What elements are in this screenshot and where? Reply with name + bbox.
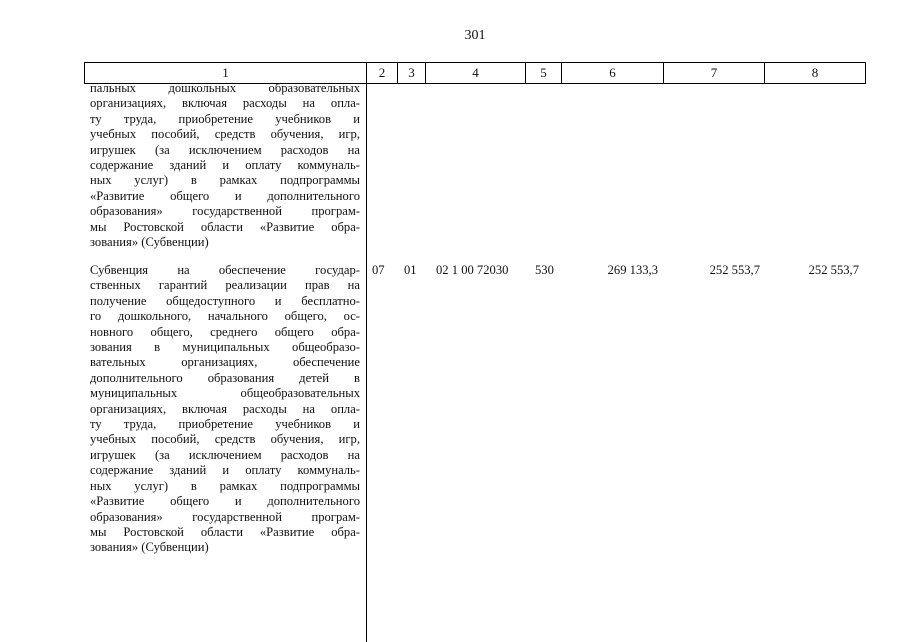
text-line: дополнительного образования детей в xyxy=(90,370,360,385)
text-line: организациях, включая расходы на опла- xyxy=(90,96,360,111)
text-line: Субвенция на обеспечение государ- xyxy=(90,263,360,277)
text-line: мы Ростовской области «Развитие обра- xyxy=(90,524,360,539)
text-line: содержание зданий и оплату коммуналь- xyxy=(90,158,360,173)
amount-col-6: 269 133,3 xyxy=(607,263,658,277)
amount-col-8: 252 553,7 xyxy=(808,263,859,277)
subsection-code: 01 xyxy=(404,263,417,277)
header-col-1: 1 xyxy=(84,62,367,84)
text-line: ту труда, приобретение учебников и xyxy=(90,111,360,126)
row-subvention-description xyxy=(90,263,360,556)
expense-type-code: 530 xyxy=(535,263,554,277)
text-line: зования в муниципальных общеобразо- xyxy=(90,340,360,355)
text-line: учебных пособий, средств обучения, игр, xyxy=(90,127,360,142)
text-line: игрушек (за исключением расходов на xyxy=(90,447,360,462)
text-line: ных услуг) в рамках подпрограммы xyxy=(90,478,360,493)
header-col-4: 4 xyxy=(425,62,526,84)
text-line: новного общего, среднего общего обра- xyxy=(90,324,360,339)
budget-table xyxy=(84,62,866,642)
text-line: получение общедоступного и бесплатно- xyxy=(90,293,360,308)
text-line: вательных организациях, обеспечение xyxy=(90,355,360,370)
text-line: ных услуг) в рамках подпрограммы xyxy=(90,173,360,188)
text-line: образования» государственной програм- xyxy=(90,204,360,219)
header-col-7: 7 xyxy=(663,62,765,84)
text-line: ственных гарантий реализации прав на xyxy=(90,278,360,293)
page-number: 301 xyxy=(464,28,486,43)
header-col-3: 3 xyxy=(397,62,426,84)
text-line: пальных дошкольных образовательных xyxy=(90,81,360,95)
text-line: «Развитие общего и дополнительного xyxy=(90,494,360,509)
header-col-8: 8 xyxy=(764,62,866,84)
text-line: зования» (Субвенции) xyxy=(90,235,209,250)
text-line: образования» государственной програм- xyxy=(90,509,360,524)
header-col-2: 2 xyxy=(366,62,398,84)
text-line: «Развитие общего и дополнительного xyxy=(90,188,360,203)
column-divider xyxy=(366,84,367,642)
text-line: го дошкольного, начального общего, ос- xyxy=(90,309,360,324)
text-line: игрушек (за исключением расходов на xyxy=(90,142,360,157)
section-code: 07 xyxy=(372,263,385,277)
text-line: зования» (Субвенции) xyxy=(90,540,209,555)
target-article-code: 02 1 00 72030 xyxy=(436,263,509,277)
text-line: мы Ростовской области «Развитие обра- xyxy=(90,219,360,234)
text-line: муниципальных общеобразовательных xyxy=(90,386,360,401)
text-line: ту труда, приобретение учебников и xyxy=(90,417,360,432)
amount-col-7: 252 553,7 xyxy=(709,263,760,277)
text-line: организациях, включая расходы на опла- xyxy=(90,401,360,416)
header-col-5: 5 xyxy=(525,62,562,84)
text-line: содержание зданий и оплату коммуналь- xyxy=(90,463,360,478)
header-col-6: 6 xyxy=(561,62,664,84)
row-continuation-description xyxy=(90,81,360,250)
text-line: учебных пособий, средств обучения, игр, xyxy=(90,432,360,447)
